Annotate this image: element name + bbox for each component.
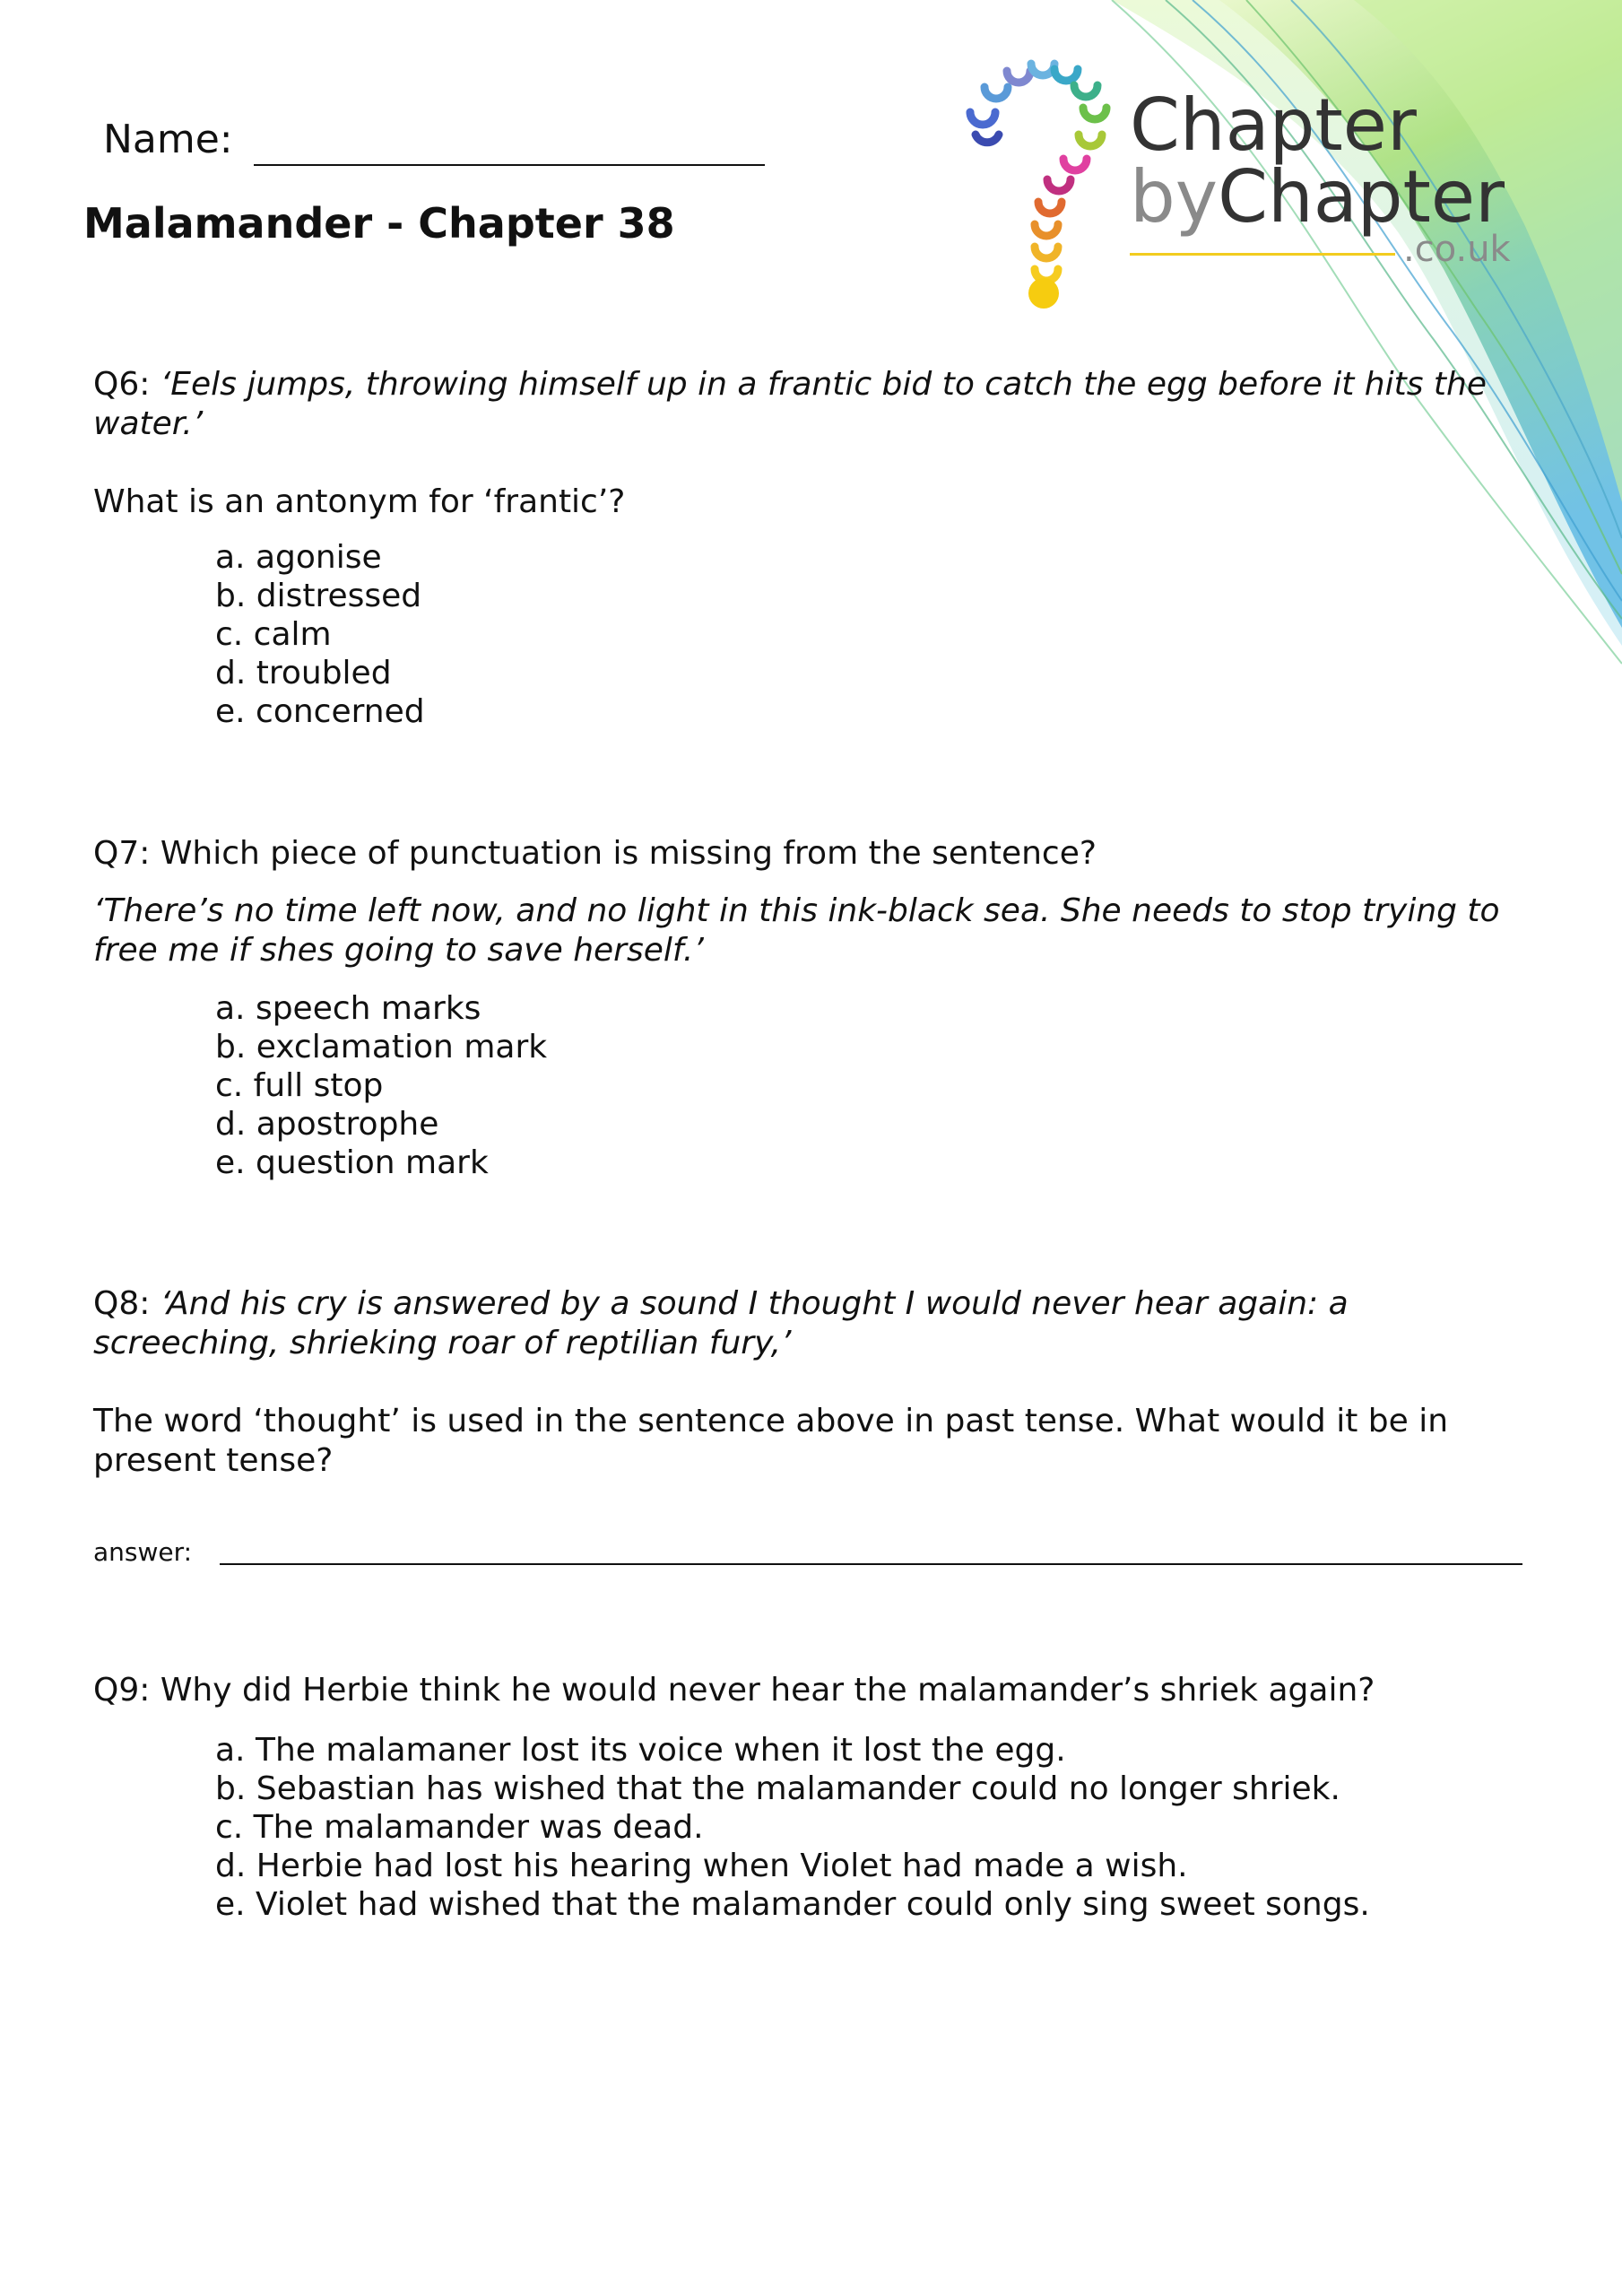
option-b[interactable]: b. Sebastian has wished that the malamander could no longer shriek. xyxy=(215,1770,1340,1807)
answer-input-line[interactable] xyxy=(220,1563,1522,1565)
option-e[interactable]: e. Violet had wished that the malamander could only sing sweet songs. xyxy=(215,1886,1370,1923)
option-e[interactable]: e. concerned xyxy=(215,693,425,730)
name-label: Name: xyxy=(103,117,233,162)
question-7: Q7: Which piece of punctuation is missing from the sentence? xyxy=(93,835,1097,872)
question-6-number: Q6: xyxy=(93,366,151,403)
logo-domain: .co.uk xyxy=(1403,229,1511,270)
option-c[interactable]: c. calm xyxy=(215,616,332,653)
question-8-prompt: The word ‘thought’ is used in the sentence above in past tense. What would it be in present tense? xyxy=(93,1403,1449,1479)
logo-word-chapter-2: Chapter xyxy=(1218,155,1505,239)
answer-label: answer: xyxy=(93,1537,193,1567)
option-a[interactable]: a. speech marks xyxy=(215,990,481,1027)
option-b[interactable]: b. exclamation mark xyxy=(215,1029,548,1065)
question-7-options xyxy=(215,989,547,1182)
logo-wordmark xyxy=(1130,83,1542,270)
question-8-quote: ‘And his cry is answered by a sound I thought I would never hear again: a screeching, shrieking roar of reptilian fury,’ xyxy=(93,1285,1349,1361)
logo-word-bychapter xyxy=(1130,155,1505,239)
logo-underline xyxy=(1130,253,1395,256)
logo-word-chapter: Chapter xyxy=(1130,83,1417,167)
question-6-quote: ‘Eels jumps, throwing himself up in a frantic bid to catch the egg before it hits the water.’ xyxy=(93,366,1487,442)
option-d[interactable]: d. troubled xyxy=(215,655,392,691)
worksheet-title: Malamander - Chapter 38 xyxy=(83,199,675,248)
option-b[interactable]: b. distressed xyxy=(215,578,422,614)
option-a[interactable]: a. The malamaner lost its voice when it lost the egg. xyxy=(215,1732,1066,1769)
option-e[interactable]: e. question mark xyxy=(215,1144,489,1181)
option-c[interactable]: c. The malamander was dead. xyxy=(215,1809,704,1846)
question-6-prompt: What is an antonym for ‘frantic’? xyxy=(93,483,626,520)
name-input-line[interactable] xyxy=(254,164,765,166)
option-c[interactable]: c. full stop xyxy=(215,1067,384,1104)
option-d[interactable]: d. apostrophe xyxy=(215,1106,439,1143)
question-9: Q9: Why did Herbie think he would never hear the malamander’s shriek again? xyxy=(93,1672,1375,1709)
question-8 xyxy=(93,1284,1528,1363)
question-6 xyxy=(93,365,1528,444)
question-6-options xyxy=(215,538,425,731)
question-7-quote: ‘There’s no time left now, and no light in this ink-black sea. She needs to stop trying to free me if shes going to save herself.’ xyxy=(93,892,1500,969)
question-8-number: Q8: xyxy=(93,1285,151,1322)
option-a[interactable]: a. agonise xyxy=(215,539,382,576)
logo-word-by: by xyxy=(1130,155,1219,239)
logo-question-mark-icon xyxy=(958,49,1128,314)
option-d[interactable]: d. Herbie had lost his hearing when Violet had made a wish. xyxy=(215,1848,1188,1884)
question-9-options xyxy=(215,1731,1370,1924)
